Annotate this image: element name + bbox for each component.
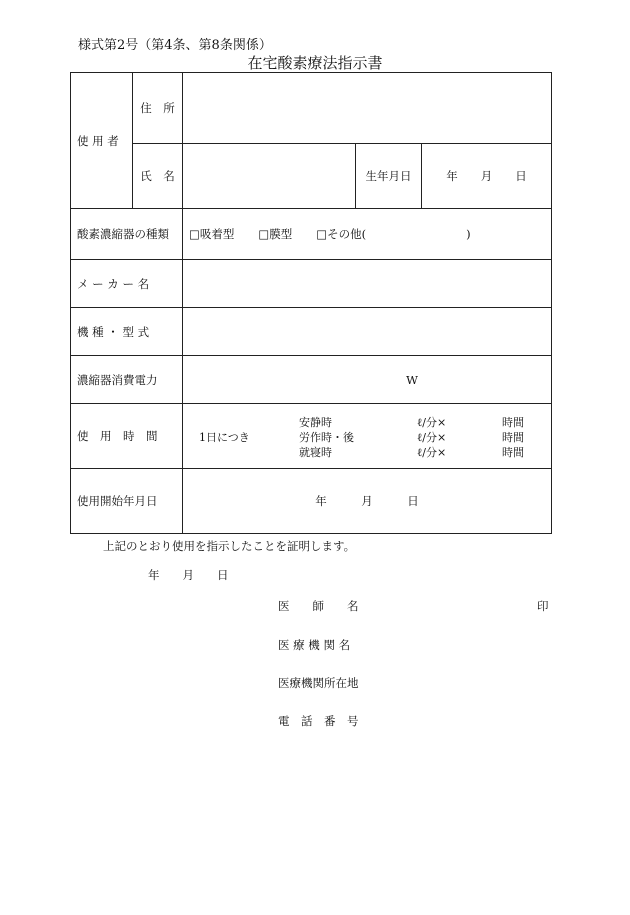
usage-state-rest: 安静時 (299, 416, 332, 429)
power-unit: W (406, 372, 418, 387)
phone-number-label: 電 話 番 号 (278, 714, 359, 728)
usage-rate-sleep[interactable]: ℓ/分× (417, 446, 447, 459)
doctor-name-label: 医 師 名 (278, 599, 359, 613)
concentrator-type-label: 酸素濃縮器の種類 (71, 209, 183, 260)
usage-rate-exertion[interactable]: ℓ/分× (417, 431, 447, 444)
power-field[interactable] (183, 356, 552, 404)
address-label: 住 所 (133, 73, 183, 144)
address-field[interactable] (183, 73, 552, 144)
usage-hours-sleep[interactable]: 時間 (502, 446, 524, 459)
concentrator-type-options (183, 209, 552, 260)
start-date-label: 使用開始年月日 (71, 469, 183, 534)
instruction-form-table (70, 72, 552, 534)
model-field[interactable] (183, 308, 552, 356)
other-close-paren: ) (466, 227, 471, 241)
power-label: 濃縮器消費電力 (71, 356, 183, 404)
usage-state-sleep: 就寝時 (299, 446, 332, 459)
usage-hours-rest[interactable]: 時間 (502, 416, 524, 429)
certification-date[interactable]: 年 月 日 (148, 568, 229, 582)
model-label: 機 種 ・ 型 式 (71, 308, 183, 356)
birthdate-label: 生年月日 (356, 144, 422, 209)
usage-state-exertion: 労作時・後 (299, 431, 354, 444)
option-other-checkbox[interactable]: □その他( (316, 227, 367, 241)
usage-hours-exertion[interactable]: 時間 (502, 431, 524, 444)
option-adsorption-checkbox[interactable]: □吸着型 (189, 227, 235, 241)
usage-per-day: 1日につき (199, 431, 250, 444)
name-field[interactable] (183, 144, 356, 209)
name-label: 氏 名 (133, 144, 183, 209)
certification-statement: 上記のとおり使用を指示したことを証明します。 (103, 539, 356, 553)
institution-name-label: 医 療 機 関 名 (278, 638, 351, 652)
usage-rate-rest[interactable]: ℓ/分× (417, 416, 447, 429)
option-membrane-checkbox[interactable]: □膜型 (258, 227, 293, 241)
start-date-field[interactable]: 年 月 日 (183, 469, 552, 534)
seal-mark: 印 (537, 599, 549, 613)
usage-time-label: 使 用 時 間 (71, 404, 183, 469)
maker-label: メ ー カ ー 名 (71, 260, 183, 308)
birthdate-field[interactable]: 年 月 日 (422, 144, 552, 209)
user-label: 使 用 者 (71, 73, 133, 209)
form-number: 様式第2号（第4条、第8条関係） (78, 38, 272, 53)
maker-field[interactable] (183, 260, 552, 308)
document-title: 在宅酸素療法指示書 (247, 54, 383, 72)
usage-time-field (183, 404, 552, 469)
institution-address-label: 医療機関所在地 (278, 676, 359, 690)
